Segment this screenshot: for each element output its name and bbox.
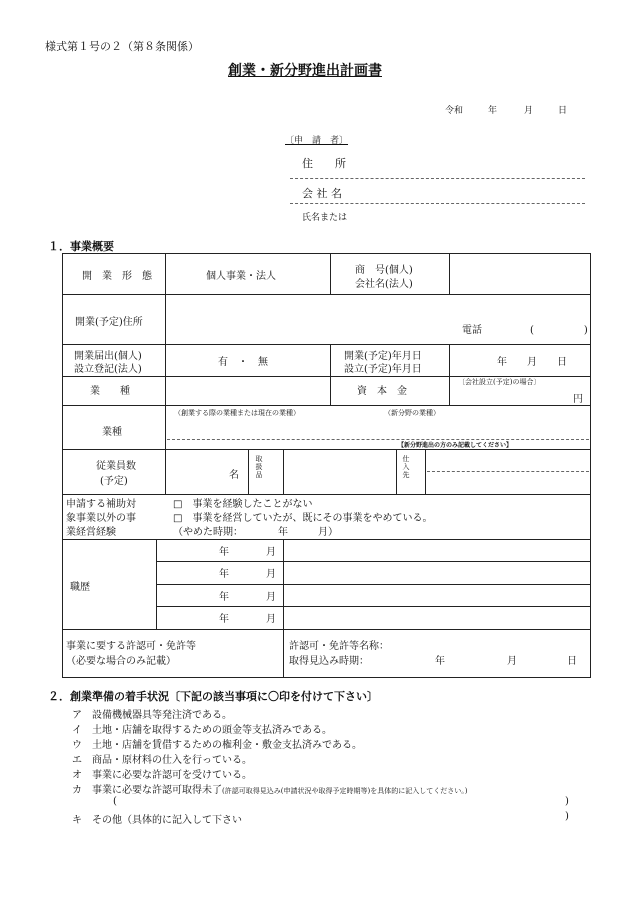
career-label: 職歴 <box>70 582 90 593</box>
career-month-3: 月 <box>266 592 276 603</box>
capital-note: 〔会社設立(予定)の場合〕 <box>458 378 541 386</box>
page-title: 創業・新分野進出計画書 <box>228 63 382 79</box>
permit-time-label: 取得見込み時期： <box>289 656 369 667</box>
capital-label: 資 本 金 <box>357 386 407 397</box>
list-item[interactable]: イ 土地・店舗を取得するための頭金等支払済みである。 <box>72 725 332 736</box>
industry-label: 業 種 <box>90 386 130 397</box>
open-address-label: 開業(予定)住所 <box>75 317 143 328</box>
registration-label-2: 設立登記(法人) <box>74 364 142 375</box>
form-number: 様式第１号の２（第８条関係） <box>45 40 199 53</box>
experience-label-3: 業経営経験 <box>66 527 116 538</box>
section2-heading: ２．創業準備の着手状況〔下記の該当事項に〇印を付けて下さい〕 <box>48 690 378 703</box>
career-month-2: 月 <box>266 569 276 580</box>
paren-open: ( <box>113 796 117 807</box>
experience-option-2[interactable]: □ 事業を経営していたが、既にその事業をやめている。 <box>173 513 433 524</box>
permit-year: 年 <box>435 656 445 667</box>
permit-day: 日 <box>567 656 577 667</box>
date-day: 日 <box>558 106 568 116</box>
experience-label-1: 申請する補助対 <box>66 499 136 510</box>
career-year-2: 年 <box>219 569 229 580</box>
date-month: 月 <box>524 106 534 116</box>
employees-label-2: (予定) <box>100 476 128 487</box>
list-item[interactable]: エ 商品・原材料の仕入を行っている。 <box>72 755 252 766</box>
supplier-label: 仕入先 <box>402 455 410 479</box>
list-item-other[interactable]: キ その他（具体的に記入して下さい <box>72 815 242 826</box>
list-item[interactable]: オ 事業に必要な許認可を受けている。 <box>72 770 252 781</box>
registration-label-1: 開業届出(個人) <box>74 351 142 362</box>
date-era: 令和 <box>445 106 464 116</box>
list-item[interactable]: カ 事業に必要な許認可取得未了(許認可取得見込み(申請状況や取得予定時期等)を具体的に記入してください。) <box>72 785 468 796</box>
permit-label-1: 事業に要する許認可・免許等 <box>66 641 196 652</box>
experience-option-1[interactable]: □ 事業を経験したことがない <box>173 499 313 510</box>
career-year-4: 年 <box>219 614 229 625</box>
open-date-label-1: 開業(予定)年月日 <box>344 351 422 362</box>
current-industry-note: （創業する際の業種または現在の業種） <box>174 409 300 417</box>
career-month-1: 月 <box>266 547 276 558</box>
open-date-value[interactable]: 年 月 日 <box>497 357 567 368</box>
employees-label-1: 従業員数 <box>96 461 136 472</box>
permit-month: 月 <box>507 656 517 667</box>
company-line[interactable] <box>290 203 585 204</box>
paren-close-2: ) <box>565 811 569 822</box>
trade-name-label-1: 商 号(個人) <box>355 265 413 276</box>
open-date-label-2: 設立(予定)年月日 <box>344 364 422 375</box>
applicant-header: 〔申 請 者〕 <box>285 136 349 146</box>
registration-value[interactable]: 有 ・ 無 <box>218 357 268 368</box>
phone-label: 電話 <box>462 325 482 336</box>
career-month-4: 月 <box>266 614 276 625</box>
address-label: 住 所 <box>302 157 346 170</box>
permit-name-label: 許認可・免許等名称： <box>289 641 389 652</box>
experience-label-2: 象事業以外の事 <box>66 513 136 524</box>
employees-unit: 名 <box>229 470 239 481</box>
handle-label: 取扱品 <box>255 455 263 479</box>
list-item[interactable]: ア 設備機械器具等発注済である。 <box>72 710 232 721</box>
open-type-value[interactable]: 個人事業・法人 <box>206 271 276 282</box>
phone-paren[interactable]: ( ) <box>530 325 588 336</box>
address-line[interactable] <box>290 178 585 179</box>
date-year: 年 <box>488 106 498 116</box>
capital-unit: 円 <box>573 394 583 405</box>
industry-detail-label: 業種 <box>102 427 122 438</box>
career-year-1: 年 <box>219 547 229 558</box>
name-label: 氏名または <box>302 213 348 223</box>
paren-close-1: ) <box>565 796 569 807</box>
quit-time: （やめた時期： 年 月） <box>173 527 338 538</box>
new-only-note: 【新分野進出の方のみ記載してください】 <box>398 442 513 449</box>
company-label: 会 社 名 <box>302 187 342 200</box>
new-industry-note: （新分野の業種） <box>384 409 440 417</box>
trade-name-label-2: 会社名(法人) <box>355 279 413 290</box>
career-year-3: 年 <box>219 592 229 603</box>
section1-heading: １．事業概要 <box>48 240 114 253</box>
permit-label-2: （必要な場合のみ記載） <box>66 656 176 667</box>
list-item[interactable]: ウ 土地・店舗を賃借するための権利金・敷金支払済みである。 <box>72 740 362 751</box>
open-type-label: 開 業 形 態 <box>82 271 152 282</box>
item-ka-note: (許認可取得見込み(申請状況や取得予定時期等)を具体的に記入してください。) <box>222 787 468 795</box>
